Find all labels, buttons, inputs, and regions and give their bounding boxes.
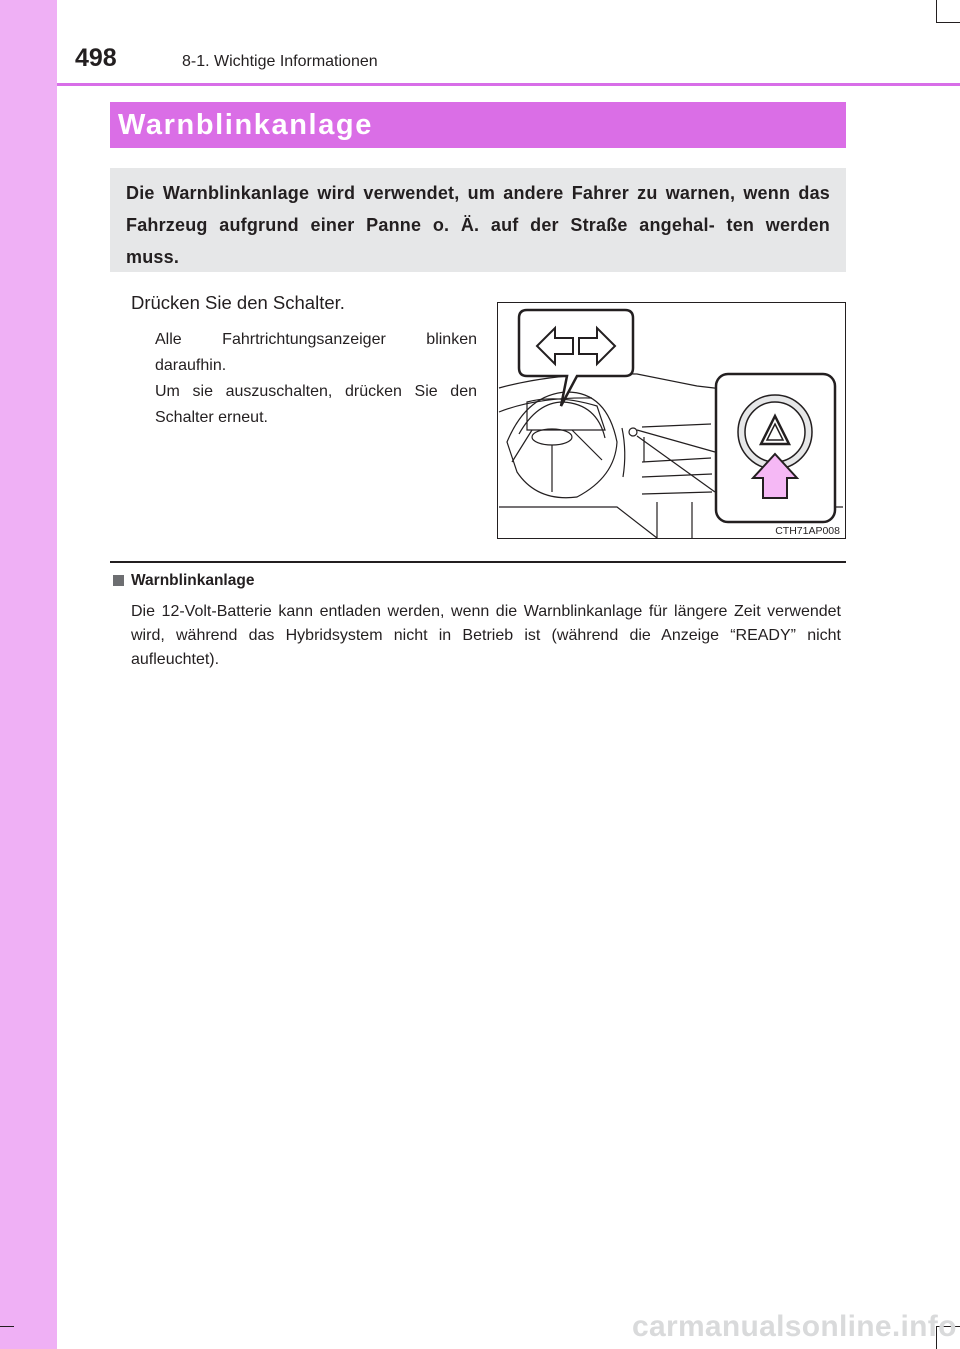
hazard-switch-illustration: [497, 302, 846, 539]
hazard-switch-callout: [716, 374, 835, 522]
chapter-side-tab: [0, 0, 57, 1349]
step-line-2: Um sie auszuschalten, drücken Sie den Schalter erneut.: [155, 383, 477, 426]
figure-code: CTH71AP008: [775, 525, 840, 537]
step-description: [155, 327, 477, 431]
note-bullet-icon: [113, 575, 124, 586]
crop-mark: [936, 0, 937, 22]
crop-mark: [0, 1326, 14, 1327]
watermark: carmanualsonline.info: [632, 1310, 957, 1343]
step-line-1: Alle Fahrtrichtungsanzeiger blinken daraufhin.: [155, 331, 477, 374]
crop-mark: [936, 22, 960, 23]
section-banner: [110, 102, 846, 148]
note-divider: [110, 561, 846, 563]
page-number: 498: [75, 44, 117, 72]
intro-text: Die Warnblinkanlage wird verwendet, um andere Fahrer zu warnen, wenn das Fahrzeug aufgrund einer Panne o. Ä. auf der Straße angehal- ten werden muss.: [126, 183, 830, 267]
intro-box: [110, 168, 846, 272]
section-title: Warnblinkanlage: [118, 109, 373, 141]
breadcrumb: 8-1. Wichtige Informationen: [182, 53, 378, 70]
note-heading: Warnblinkanlage: [131, 572, 255, 589]
step-title: Drücken Sie den Schalter.: [131, 292, 345, 313]
header-rule: [57, 83, 960, 86]
note-body: Die 12-Volt-Batterie kann entladen werden, wenn die Warnblinkanlage für längere Zeit verwendet wird, während das Hybridsystem nicht in Betrieb ist (während die Anzeige “READY” nicht aufleuchtet).: [131, 603, 841, 668]
